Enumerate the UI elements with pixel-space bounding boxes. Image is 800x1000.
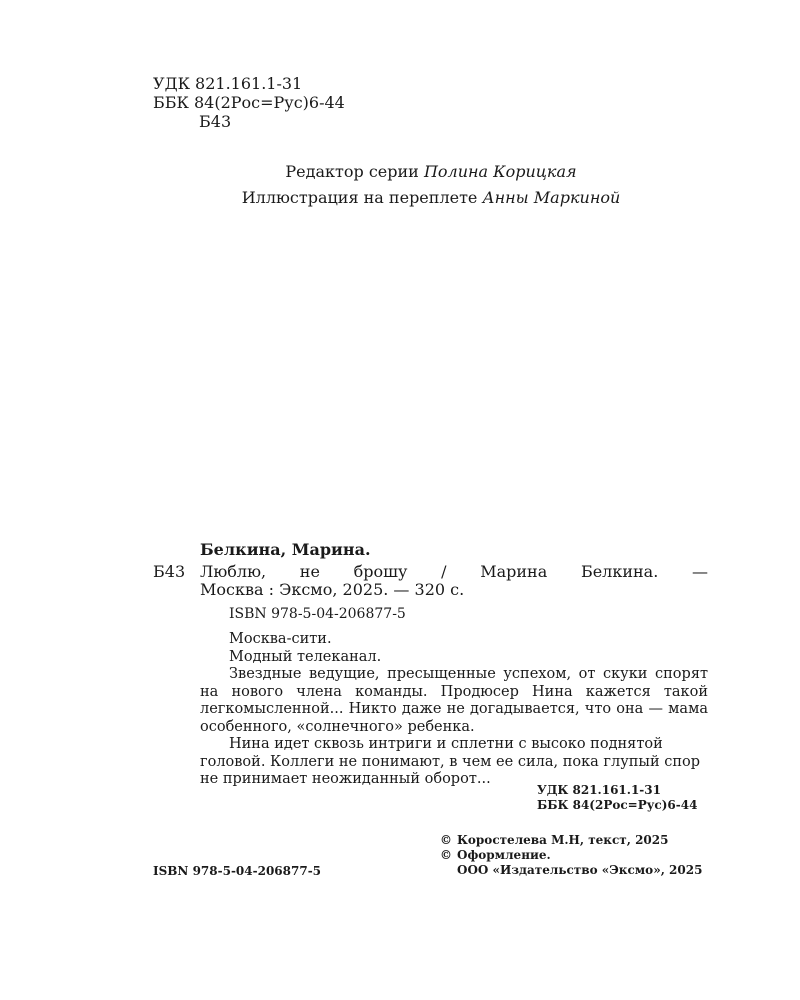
classification-codes — [153, 74, 345, 131]
annotation-paragraph: Нина идет сквозь интриги и сплетни с высоко поднятой головой. Коллеги не понимают, в чем ее сила, пока глупый спор не принимает неожиданный оборот... — [200, 736, 701, 787]
bib-imprint: Москва : Эксмо, 2025. — 320 с. — [200, 580, 465, 599]
footer-udk: УДК 821.161.1-31 — [537, 783, 661, 797]
design-owner: ООО «Издательство «Эксмо», 2025 — [457, 863, 703, 877]
bib-title: Люблю, не брошу / Марина Белкина. — — [200, 562, 708, 581]
author-mark: Б43 — [199, 112, 232, 131]
annotation-paragraph: Модный телеканал. — [229, 648, 382, 665]
bbk-code: ББК 84(2Рос=Рус)6-44 — [153, 93, 345, 112]
udk-code: УДК 821.161.1-31 — [153, 74, 303, 93]
bib-code: Б43 — [153, 562, 186, 581]
bib-author: Белкина, Марина. — [200, 540, 371, 559]
footer-codes — [537, 783, 697, 813]
footer-isbn: ISBN 978-5-04-206877-5 — [153, 864, 322, 878]
copyright-icon: © — [440, 848, 452, 862]
copyright-text: Коростелева М.Н, текст, 2025 — [457, 833, 669, 847]
illustration-prefix: Иллюстрация на переплете — [241, 188, 483, 207]
editor-prefix: Редактор серии — [285, 162, 424, 181]
design-label: Оформление. — [457, 848, 551, 862]
illustrator-name: Анны Маркиной — [482, 188, 621, 207]
annotation-paragraph: Москва-сити. — [229, 631, 332, 647]
series-editor-credit — [0, 162, 800, 181]
bib-isbn: ISBN 978-5-04-206877-5 — [229, 606, 406, 622]
annotation-paragraph: Звездные ведущие, пресыщенные успехом, от скуки спорят на нового члена команды. Продюсер Нина кажется такой легкомысленной... Никто даже не догадывается, что она — мама особенного, «солнечного» ребенка. — [200, 666, 708, 735]
copyright-block — [440, 833, 702, 878]
illustration-credit — [0, 188, 800, 207]
annotation — [200, 631, 708, 789]
copyright-icon: © — [440, 833, 452, 847]
editor-name: Полина Корицкая — [423, 162, 577, 181]
footer-bbk: ББК 84(2Рос=Рус)6-44 — [537, 798, 698, 812]
